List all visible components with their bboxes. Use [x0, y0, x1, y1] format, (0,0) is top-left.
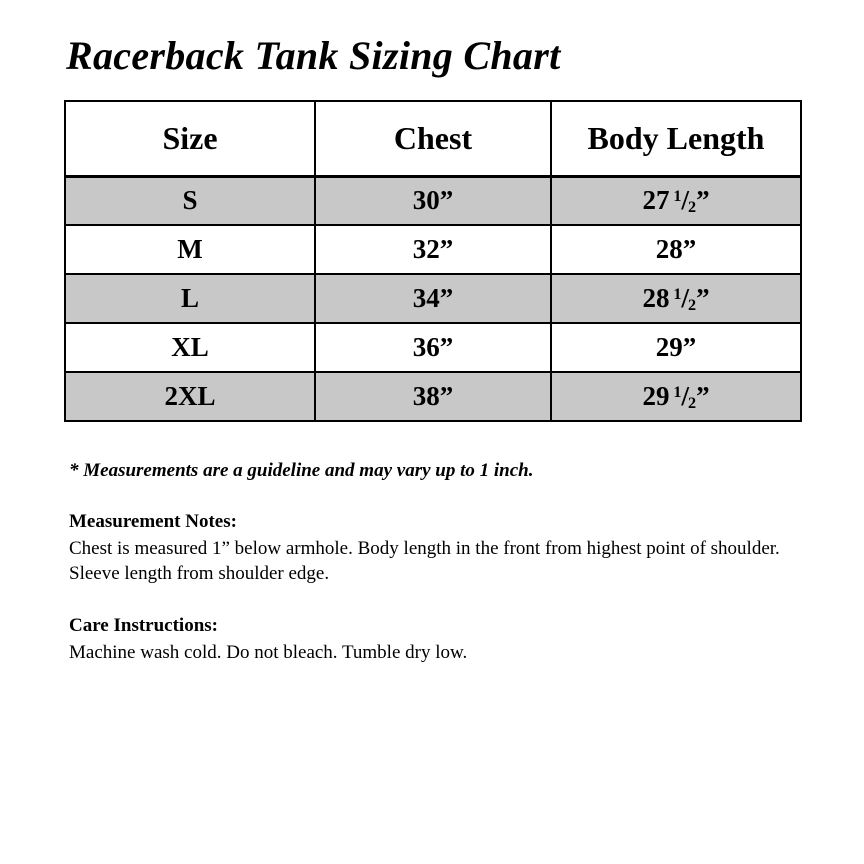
- fraction-denominator: 2: [687, 295, 697, 314]
- sizing-table: [64, 100, 802, 422]
- chest-cell: 36”: [315, 323, 551, 372]
- fraction-numerator: 1: [673, 186, 682, 205]
- body-length-value: 27: [642, 185, 670, 216]
- fraction-numerator: 1: [673, 382, 682, 401]
- size-cell: M: [65, 225, 315, 274]
- guideline-note: * Measurements are a guideline and may vary up to 1 inch.: [69, 460, 534, 481]
- body-length-value: 29”: [655, 332, 697, 362]
- table-row-l: [65, 274, 801, 323]
- fraction-slash: /: [681, 282, 688, 313]
- chest-cell: 30”: [315, 176, 551, 225]
- fraction-slash: /: [681, 184, 688, 216]
- table-row-2xl: [65, 372, 801, 421]
- measurement-notes-heading: Measurement Notes:: [69, 511, 237, 532]
- body-length-cell: [551, 225, 801, 274]
- body-length-unit: ”: [696, 185, 710, 216]
- column-header-chest: Chest: [315, 101, 551, 176]
- body-length-value: 28”: [655, 234, 697, 264]
- size-cell: 2XL: [65, 372, 315, 421]
- chest-cell: 34”: [315, 274, 551, 323]
- fraction-denominator: 2: [687, 393, 697, 412]
- body-length-value: 29: [642, 381, 670, 411]
- body-length-cell: [551, 274, 801, 323]
- column-header-size: Size: [65, 101, 315, 176]
- header-row: [65, 101, 801, 176]
- size-cell: XL: [65, 323, 315, 372]
- chest-cell: 32”: [315, 225, 551, 274]
- table-row-m: [65, 225, 801, 274]
- fraction-slash: /: [681, 380, 688, 411]
- size-cell: S: [65, 176, 315, 225]
- size-cell: L: [65, 274, 315, 323]
- body-length-unit: ”: [696, 283, 710, 313]
- table-row-s: [65, 176, 801, 225]
- table-row-xl: [65, 323, 801, 372]
- body-length-cell: [551, 372, 801, 421]
- care-instructions-heading: Care Instructions:: [69, 615, 219, 637]
- column-header-body-length: Body Length: [551, 101, 801, 176]
- body-length-unit: ”: [696, 381, 710, 411]
- fraction-denominator: 2: [687, 198, 697, 217]
- body-length-cell: [551, 176, 801, 225]
- body-length-value: 28: [642, 283, 670, 313]
- care-instructions-text: Machine wash cold. Do not bleach. Tumble dry low.: [69, 642, 468, 664]
- page-title: Racerback Tank Sizing Chart: [66, 33, 561, 78]
- body-length-cell: [551, 323, 801, 372]
- fraction-numerator: 1: [673, 284, 682, 303]
- chest-cell: 38”: [315, 372, 551, 421]
- measurement-notes-text: Chest is measured 1” below armhole. Body length in the front from highest point of shoulder. Sleeve length from shoulder edge.: [69, 538, 780, 585]
